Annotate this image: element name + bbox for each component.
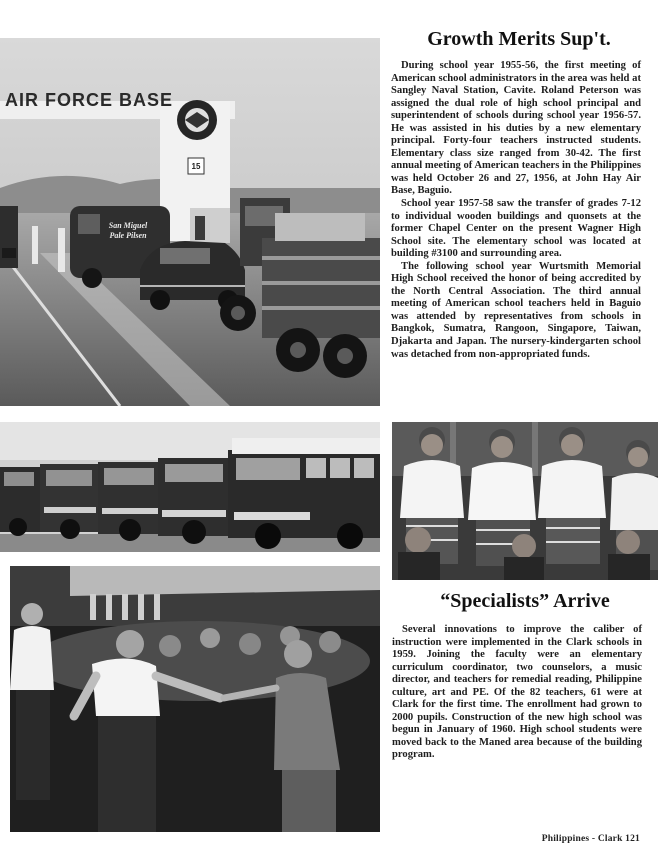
gate-post-number: 15	[191, 162, 201, 171]
article-specialists-body	[392, 624, 642, 762]
article-growth-paragraph: During school year 1955-56, the first meeting of American school administrators in the area was held at Sangley Naval Station, Cavite. Roland Peterson was assigned the dual role of high school principal and superintendent of schools during school year 1956-57. He was assisted in his duties by a new elementary principal. Forty-four teachers instructed students. Elementary class size ranged from 30-42. The first annual meeting of American teachers in the Philippines was held October 26 and 27, 1956, at John Hay Air Base, Baguio.	[391, 60, 641, 197]
van-sign-line-2: Pale Pilsen	[109, 231, 147, 240]
photo-school-dance	[10, 566, 380, 832]
article-growth-body	[391, 60, 641, 361]
article-growth-paragraph: School year 1957-58 saw the transfer of grades 7-12 to individual wooden buildings and quonsets at the former Chapel Center on the present Wagner High School site. The elementary school was located at building #3100 and surrounding area.	[391, 198, 641, 260]
article-specialists-paragraph: Several innovations to improve the caliber of instruction were implemented in the Clark schools in 1959. Joining the faculty were an elementary curriculum coordinator, two counselors, a music director, and teachers for remedial reading, Philippine culture, art and PE. Of the 82 teachers, 61 were at Clark for the first time. The enrollment had grown to 2000 pupils. Construction of the new high school was begun in January of 1960. High school students were moved back to the Maned area because of the building program.	[392, 624, 642, 761]
page-folio: Philippines - Clark 121	[541, 834, 640, 844]
photo-philippine-culture-students	[392, 422, 658, 580]
article-specialists-heading: “Specialists” Arrive	[440, 590, 610, 612]
van-sign-line-1: San Miguel	[108, 221, 148, 230]
gate-sign-text: AIR FORCE BASE	[5, 90, 174, 110]
photo-school-bus-fleet	[0, 422, 380, 552]
article-growth-heading: Growth Merits Sup't.	[427, 28, 611, 50]
photo-air-force-base-gate	[0, 38, 380, 406]
article-growth-paragraph: The following school year Wurtsmith Memorial High School received the honor of being accredited by the North Central Association. The third annual meeting of American school teachers held in Baguio was attended by representatives from schools in Bangkok, Sumatra, Rangoon, Singapore, Taiwan, Djakarta and Japan. The nursery-kindergarten school was detached from non-appropriated funds.	[391, 260, 641, 360]
